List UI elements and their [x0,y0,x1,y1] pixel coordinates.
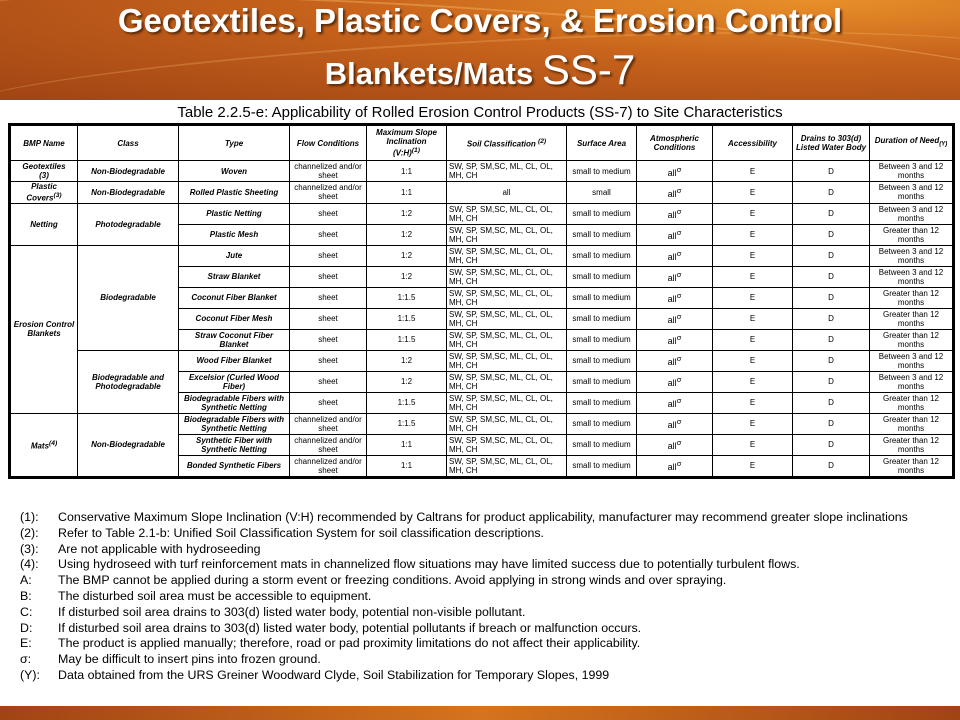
surface-cell: small to medium [567,392,637,413]
drains-cell: D [793,455,870,477]
soil-cell: SW, SP, SM,SC, ML, CL, OL, MH, CH [447,224,567,245]
class-cell: Non-Biodegradable [78,161,179,182]
duration-cell: Greater than 12 months [870,224,954,245]
duration-cell: Between 3 and 12 months [870,371,954,392]
surface-cell: small to medium [567,455,637,477]
type-cell: Straw Coconut Fiber Blanket [179,329,290,350]
soil-cell: SW, SP, SM,SC, ML, CL, OL, MH, CH [447,203,567,224]
class-cell: Biodegradable and Photodegradable [78,350,179,413]
type-cell: Synthetic Fiber with Synthetic Netting [179,434,290,455]
surface-cell: small to medium [567,161,637,182]
slope-cell: 1:2 [367,266,447,287]
drains-cell: D [793,161,870,182]
type-cell: Coconut Fiber Mesh [179,308,290,329]
table-row [10,161,954,182]
flow-cell: sheet [290,350,367,371]
footnote: A: The BMP cannot be applied during a storm event or freezing conditions. Avoid applying in strong winds and over spraying. [20,573,727,588]
access-cell: E [713,224,793,245]
flow-cell: channelized and/or sheet [290,413,367,434]
table-row [10,350,954,371]
header-atmos: Atmospheric Conditions [637,125,713,161]
soil-cell: SW, SP, SM,SC, ML, CL, OL, MH, CH [447,350,567,371]
table-row [10,413,954,434]
header-duration: Duration of Need$_{(Y)}$ [870,125,954,161]
slope-cell: 1:1.5 [367,392,447,413]
bmp-cell: Erosion Control Blankets [10,245,78,413]
atmos-cell: all$^\sigma$ [637,350,713,371]
duration-cell: Between 3 and 12 months [870,245,954,266]
type-cell: Plastic Mesh [179,224,290,245]
flow-cell: sheet [290,266,367,287]
soil-cell: SW, SP, SM,SC, ML, CL, OL, MH, CH [447,266,567,287]
flow-cell: channelized and/or sheet [290,434,367,455]
atmos-cell: all$^\sigma$ [637,329,713,350]
atmos-cell: all$^\sigma$ [637,308,713,329]
drains-cell: D [793,224,870,245]
class-cell: Biodegradable [78,245,179,350]
soil-cell: SW, SP, SM,SC, ML, CL, OL, MH, CH [447,434,567,455]
soil-cell: SW, SP, SM,SC, ML, CL, OL, MH, CH [447,413,567,434]
header-class: Class [78,125,179,161]
drains-cell: D [793,245,870,266]
header-slope: Maximum Slope Inclination (V:H)$^{(1)}$ [367,125,447,161]
duration-cell: Greater than 12 months [870,413,954,434]
atmos-cell: all$^\sigma$ [637,245,713,266]
duration-cell: Greater than 12 months [870,308,954,329]
slope-cell: 1:1 [367,182,447,204]
access-cell: E [713,455,793,477]
access-cell: E [713,329,793,350]
atmos-cell: all$^\sigma$ [637,392,713,413]
access-cell: E [713,287,793,308]
flow-cell: channelized and/or sheet [290,455,367,477]
slide-title-code: SS-7 [541,46,636,93]
surface-cell: small to medium [567,413,637,434]
slope-cell: 1:1 [367,455,447,477]
duration-cell: Between 3 and 12 months [870,350,954,371]
surface-cell: small to medium [567,203,637,224]
access-cell: E [713,245,793,266]
header-bmp: BMP Name [10,125,78,161]
footnotes [20,510,955,684]
drains-cell: D [793,287,870,308]
type-cell: Rolled Plastic Sheeting [179,182,290,204]
bmp-cell: Plastic Covers$^{(3)}$ [10,182,78,204]
slope-cell: 1:2 [367,350,447,371]
atmos-cell: all$^\sigma$ [637,287,713,308]
table-row [10,245,954,266]
bmp-cell: Netting [10,203,78,245]
soil-cell: SW, SP, SM,SC, ML, CL, OL, MH, CH [447,161,567,182]
drains-cell: D [793,308,870,329]
type-cell: Woven [179,161,290,182]
footnote: (Y): Data obtained from the URS Greiner Woodward Clyde, Soil Stabilization for Temporary Slopes, 1999 [20,667,610,682]
duration-cell: Greater than 12 months [870,434,954,455]
header-surface: Surface Area [567,125,637,161]
soil-cell: SW, SP, SM,SC, ML, CL, OL, MH, CH [447,329,567,350]
header-drains: Drains to 303(d) Listed Water Body [793,125,870,161]
flow-cell: sheet [290,371,367,392]
duration-cell: Between 3 and 12 months [870,161,954,182]
flow-cell: channelized and/or sheet [290,161,367,182]
flow-cell: sheet [290,287,367,308]
surface-cell: small to medium [567,224,637,245]
footnote: E: The product is applied manually; therefore, road or pad proximity limitations do not affect their applicability. [20,636,641,651]
access-cell: E [713,266,793,287]
atmos-cell: all$^\sigma$ [637,413,713,434]
footnote: (4): Using hydroseed with turf reinforcement mats in channelized flow situations may have limited success due to potentially turbulent flows. [20,557,800,572]
access-cell: E [713,434,793,455]
flow-cell: sheet [290,224,367,245]
atmos-cell: all$^\sigma$ [637,434,713,455]
flow-cell: sheet [290,329,367,350]
slope-cell: 1:2 [367,245,447,266]
access-cell: E [713,161,793,182]
drains-cell: D [793,182,870,204]
atmos-cell: all$^\sigma$ [637,455,713,477]
slope-cell: 1:1 [367,434,447,455]
footnote: C: If disturbed soil area drains to 303(d) listed water body, potential non-visible pollutant. [20,604,526,619]
access-cell: E [713,203,793,224]
table-caption: Table 2.2.5-e: Applicability of Rolled Erosion Control Products (SS-7) to Site Characteristics [177,104,783,121]
access-cell: E [713,350,793,371]
access-cell: E [713,371,793,392]
flow-cell: channelized and/or sheet [290,182,367,204]
footnote: B: The disturbed soil area must be accessible to equipment. [20,588,372,603]
footnote: σ: May be difficult to insert pins into frozen ground. [20,652,321,667]
surface-cell: small to medium [567,287,637,308]
drains-cell: D [793,203,870,224]
soil-cell: SW, SP, SM,SC, ML, CL, OL, MH, CH [447,287,567,308]
slide-title-line2 [0,46,960,94]
access-cell: E [713,182,793,204]
access-cell: E [713,308,793,329]
slide-footer-bar [0,706,960,720]
header-access: Accessibility [713,125,793,161]
duration-cell: Between 3 and 12 months [870,266,954,287]
surface-cell: small to medium [567,266,637,287]
flow-cell: sheet [290,203,367,224]
soil-cell: SW, SP, SM,SC, ML, CL, OL, MH, CH [447,308,567,329]
type-cell: Plastic Netting [179,203,290,224]
footnote: (1): Conservative Maximum Slope Inclination (V:H) recommended by Caltrans for product applicability, manufacturer may recommend greater slope inclinations [20,510,908,524]
surface-cell: small to medium [567,245,637,266]
drains-cell: D [793,434,870,455]
type-cell: Coconut Fiber Blanket [179,287,290,308]
atmos-cell: all$^\sigma$ [637,224,713,245]
duration-cell: Greater than 12 months [870,287,954,308]
surface-cell: small [567,182,637,204]
slope-cell: 1:1.5 [367,329,447,350]
soil-cell: all [447,182,567,204]
slope-cell: 1:1.5 [367,413,447,434]
drains-cell: D [793,266,870,287]
slide-title-line1: Geotextiles, Plastic Covers, & Erosion Control [117,2,843,39]
type-cell: Excelsior (Curled Wood Fiber) [179,371,290,392]
access-cell: E [713,413,793,434]
duration-cell: Between 3 and 12 months [870,182,954,204]
drains-cell: D [793,329,870,350]
duration-cell: Greater than 12 months [870,455,954,477]
slide-title-main: Blankets/Mats [324,56,534,91]
soil-cell: SW, SP, SM,SC, ML, CL, OL, MH, CH [447,392,567,413]
drains-cell: D [793,350,870,371]
surface-cell: small to medium [567,329,637,350]
class-cell: Non-Biodegradable [78,413,179,477]
footnote: (2): Refer to Table 2.1-b: Unified Soil Classification System for soil classification descriptions. [20,525,544,540]
table-row [10,203,954,224]
duration-cell: Between 3 and 12 months [870,203,954,224]
surface-cell: small to medium [567,371,637,392]
drains-cell: D [793,371,870,392]
slope-cell: 1:2 [367,371,447,392]
slope-cell: 1:1.5 [367,308,447,329]
footnote: (3): Are not applicable with hydroseeding [20,541,261,556]
table-row [10,182,954,204]
table-header-row [10,125,954,161]
applicability-table [8,123,955,479]
atmos-cell: all$^\sigma$ [637,371,713,392]
atmos-cell: all$^\sigma$ [637,182,713,204]
flow-cell: sheet [290,392,367,413]
type-cell: Biodegradable Fibers with Synthetic Netting [179,413,290,434]
atmos-cell: all$^\sigma$ [637,161,713,182]
slope-cell: 1:2 [367,224,447,245]
bmp-cell: Geotextiles (3) [10,161,78,182]
access-cell: E [713,392,793,413]
slope-cell: 1:1.5 [367,287,447,308]
header-flow: Flow Conditions [290,125,367,161]
type-cell: Wood Fiber Blanket [179,350,290,371]
drains-cell: D [793,413,870,434]
duration-cell: Greater than 12 months [870,329,954,350]
type-cell: Jute [179,245,290,266]
soil-cell: SW, SP, SM,SC, ML, CL, OL, MH, CH [447,371,567,392]
surface-cell: small to medium [567,434,637,455]
slope-cell: 1:1 [367,161,447,182]
slope-cell: 1:2 [367,203,447,224]
atmos-cell: all$^\sigma$ [637,266,713,287]
type-cell: Bonded Synthetic Fibers [179,455,290,477]
applicability-table-wrap [8,123,952,479]
soil-cell: SW, SP, SM,SC, ML, CL, OL, MH, CH [447,245,567,266]
drains-cell: D [793,392,870,413]
surface-cell: small to medium [567,308,637,329]
flow-cell: sheet [290,308,367,329]
duration-cell: Greater than 12 months [870,392,954,413]
header-soil: Soil Classification $^{(2)}$ [447,125,567,161]
type-cell: Straw Blanket [179,266,290,287]
soil-cell: SW, SP, SM,SC, ML, CL, OL, MH, CH [447,455,567,477]
class-cell: Non-Biodegradable [78,182,179,204]
bmp-cell: Mats$^{(4)}$ [10,413,78,477]
class-cell: Photodegradable [78,203,179,245]
footnote: D: If disturbed soil area drains to 303(d) listed water body, potential pollutants if breach or malfunction occurs. [20,620,642,635]
type-cell: Biodegradable Fibers with Synthetic Netting [179,392,290,413]
atmos-cell: all$^\sigma$ [637,203,713,224]
flow-cell: sheet [290,245,367,266]
surface-cell: small to medium [567,350,637,371]
header-type: Type [179,125,290,161]
